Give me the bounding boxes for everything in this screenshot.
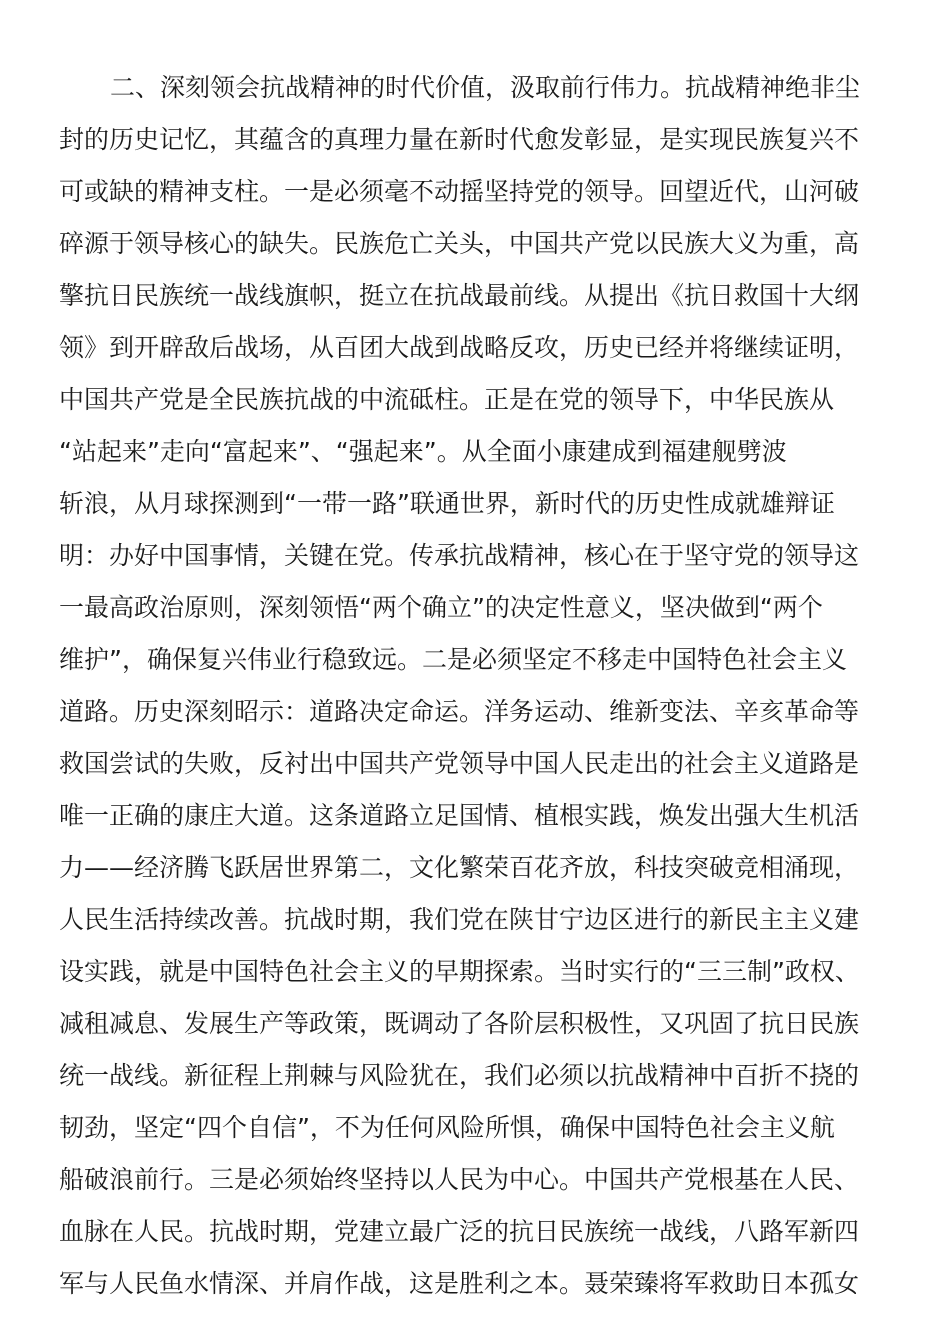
text-line: 一最高政治原则，深刻领悟“两个确立”的决定性意义，坚决做到“两个 [59,593,823,622]
text-line: 军与人民鱼水情深、并肩作战，这是胜利之本。聂荣臻将军救助日本孤女 [59,1269,860,1298]
text-line: 明：办好中国事情，关键在党。传承抗战精神，核心在于坚守党的领导这 [59,541,860,570]
text-line: 力——经济腾飞跃居世界第二，文化繁荣百花齐放，科技突破竞相涌现， [59,853,860,882]
text-line: 人民生活持续改善。抗战时期，我们党在陕甘宁边区进行的新民主主义建 [59,905,860,934]
text-line: 统一战线。新征程上荆棘与风险犹在，我们必须以抗战精神中百折不挠的 [59,1061,860,1090]
text-line: 减租减息、发展生产等政策，既调动了各阶层积极性，又巩固了抗日民族 [59,1009,860,1038]
text-line: 斩浪，从月球探测到“一带一路”联通世界，新时代的历史性成就雄辩证 [59,489,835,518]
text-line: 可或缺的精神支柱。一是必须毫不动摇坚持党的领导。回望近代，山河破 [59,177,860,206]
text-line: 道路。历史深刻昭示：道路决定命运。洋务运动、维新变法、辛亥革命等 [59,697,860,726]
text-line: 救国尝试的失败，反衬出中国共产党领导中国人民走出的社会主义道路是 [59,749,860,778]
text-line: 血脉在人民。抗战时期，党建立最广泛的抗日民族统一战线，八路军新四 [59,1217,860,1246]
text-line: 擎抗日民族统一战线旗帜，挺立在抗战最前线。从提出《抗日救国十大纲 [59,281,860,310]
text-line: 封的历史记忆，其蕴含的真理力量在新时代愈发彰显，是实现民族复兴不 [59,125,860,154]
text-line: 维护”，确保复兴伟业行稳致远。二是必须坚定不移走中国特色社会主义 [59,645,847,674]
text-line: 唯一正确的康庄大道。这条道路立足国情、植根实践，焕发出强大生机活 [59,801,860,830]
text-line: 设实践，就是中国特色社会主义的早期探索。当时实行的“三三制”政权、 [59,957,860,986]
text-line: 碎源于领导核心的缺失。民族危亡关头，中国共产党以民族大义为重，高 [59,229,860,258]
text-line: 韧劲，坚定“四个自信”，不为任何风险所惧，确保中国特色社会主义航 [59,1113,835,1142]
body-paragraph [59,68,939,1316]
text-line: 中国共产党是全民族抗战的中流砥柱。正是在党的领导下，中华民族从 [59,385,835,414]
text-line: 二、深刻领会抗战精神的时代价值，汲取前行伟力。抗战精神绝非尘 [110,73,861,102]
text-line: 领》到开辟敌后战场，从百团大战到战略反攻，历史已经并将继续证明， [59,333,860,362]
text-line: “站起来”走向“富起来”、“强起来”。从全面小康建成到福建舰劈波 [59,437,787,466]
text-line: 船破浪前行。三是必须始终坚持以人民为中心。中国共产党根基在人民、 [59,1165,860,1194]
